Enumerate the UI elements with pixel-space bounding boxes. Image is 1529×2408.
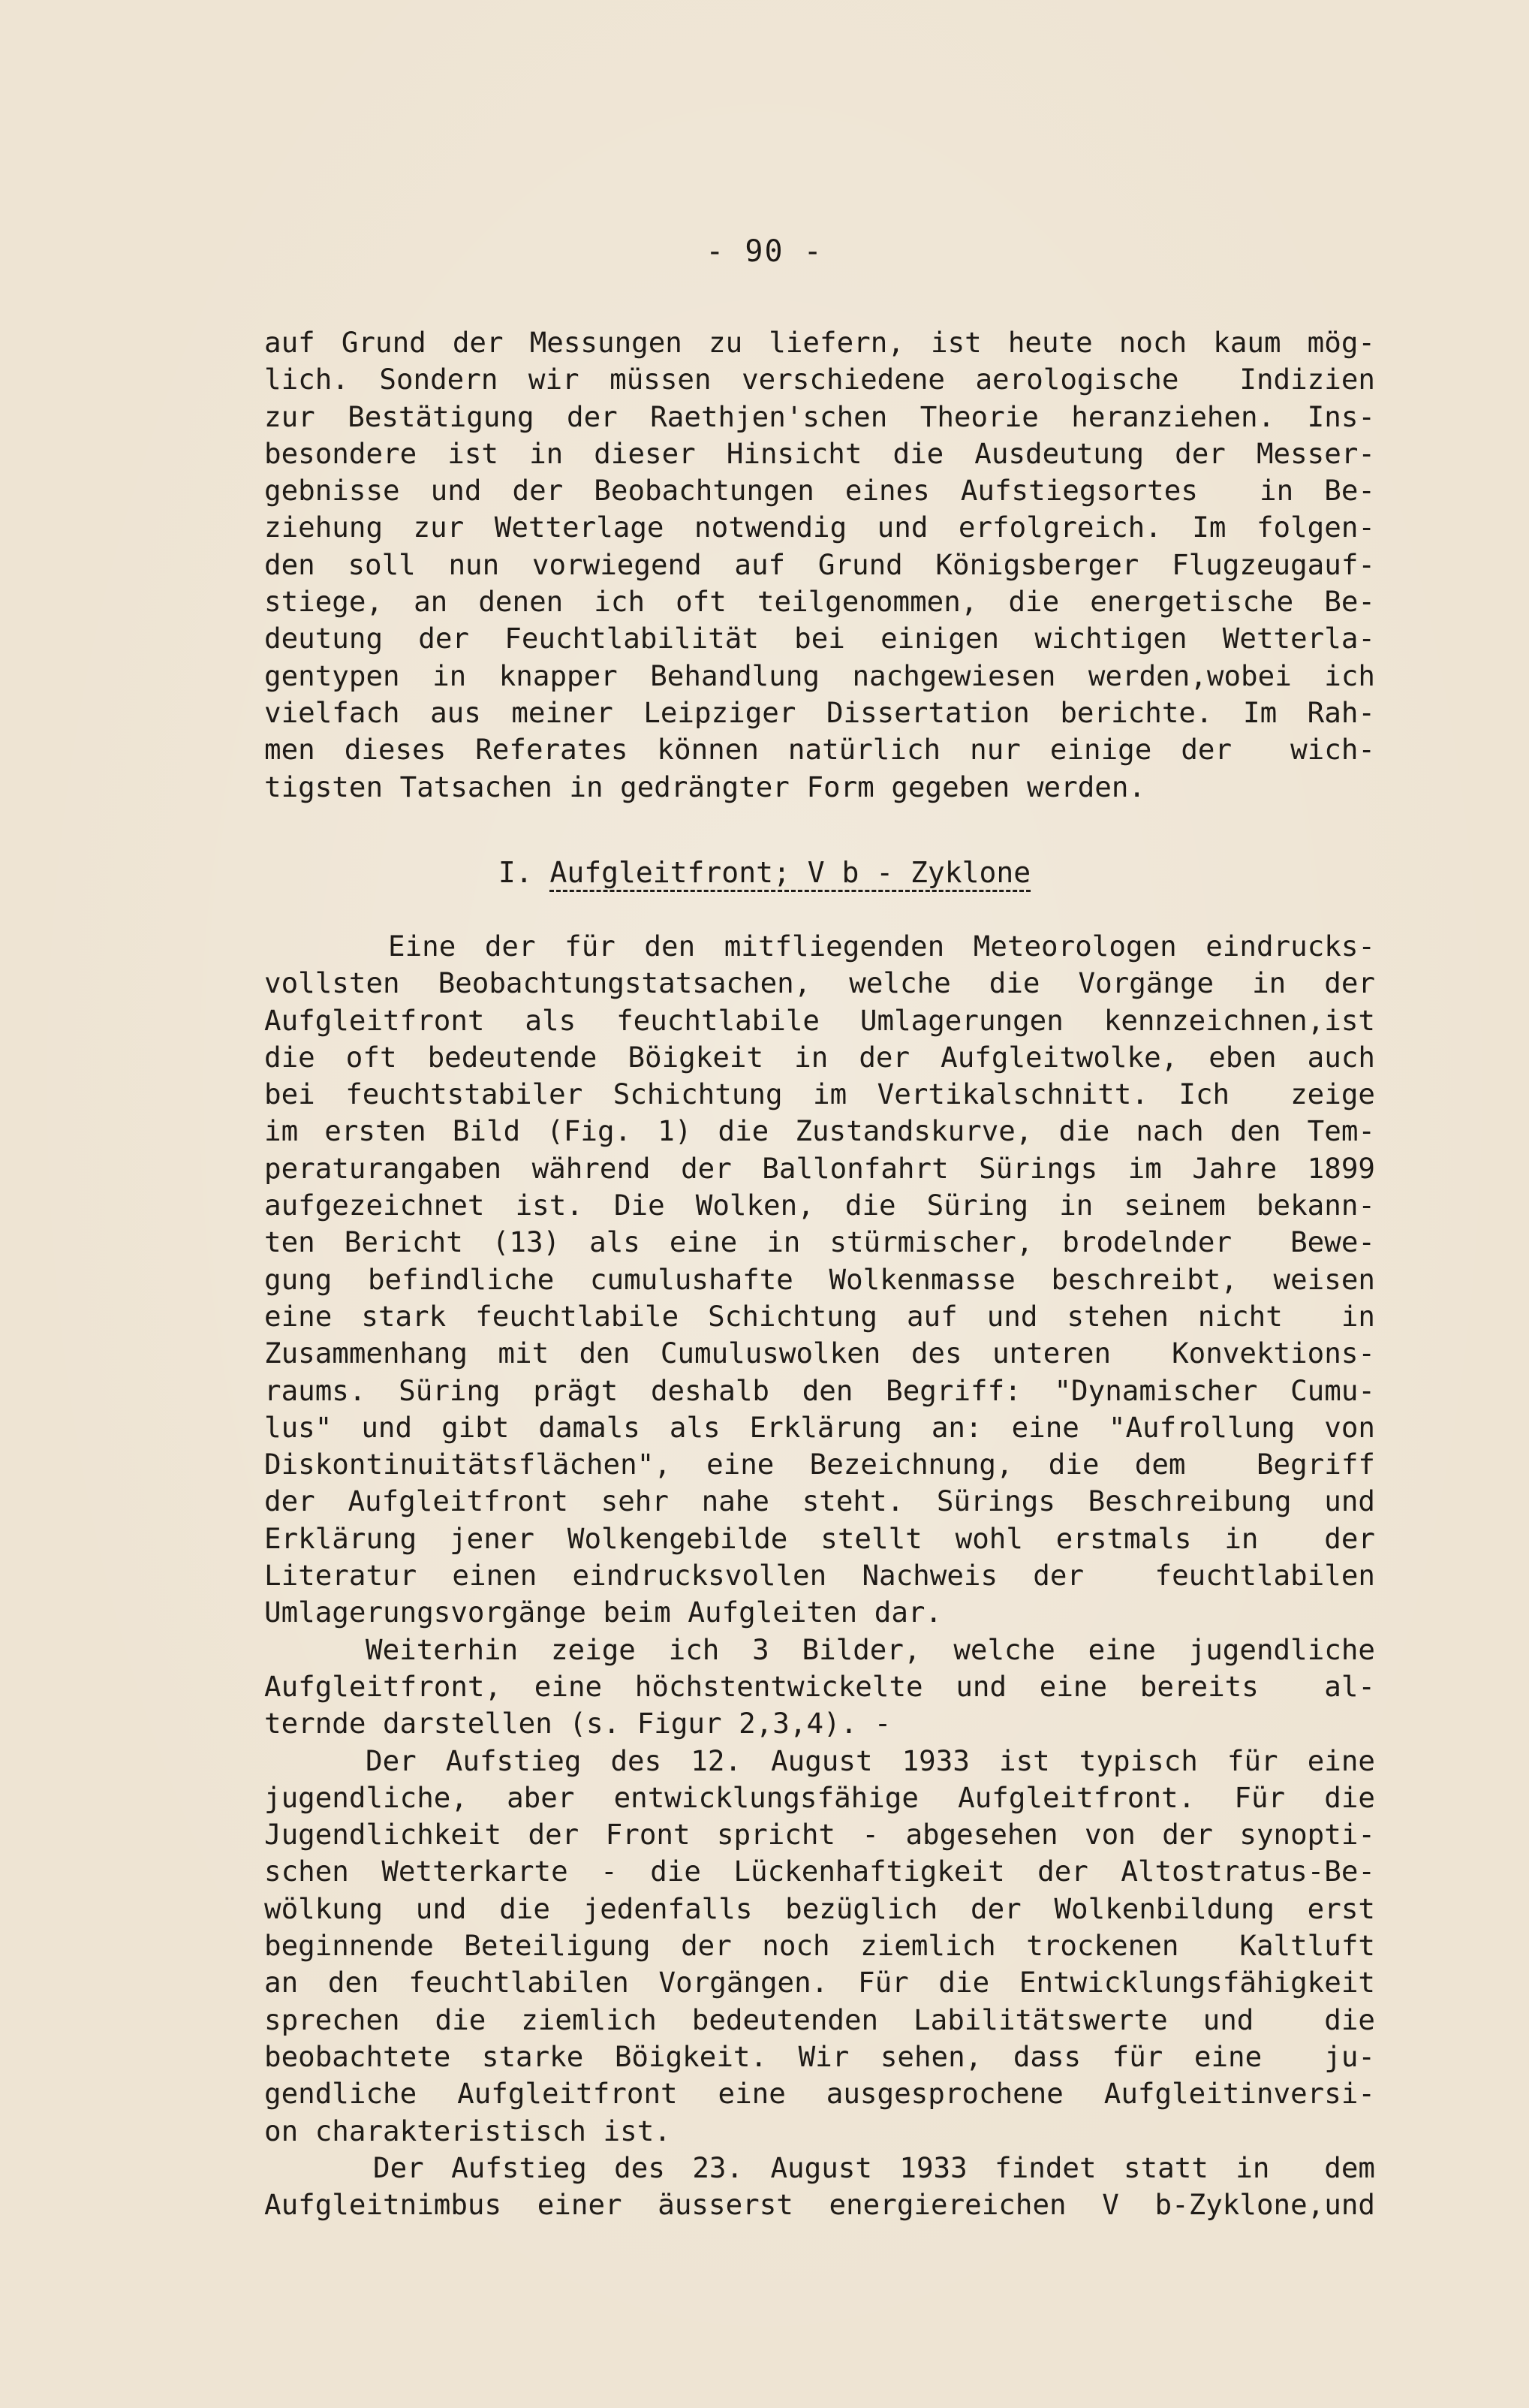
text-line: stiege, an denen ich oft teilgenommen, die energetische Be-: [264, 585, 1375, 619]
text-line: den soll nun vorwiegend auf Grund Königsberger Flugzeugauf-: [264, 547, 1375, 581]
text-line: ten Bericht (13) als eine in stürmischer, brodelnder Bewe-: [264, 1225, 1375, 1259]
text-line: Der Aufstieg des 23. August 1933 findet statt in dem: [373, 2150, 1375, 2184]
text-line: beginnende Beteiligung der noch ziemlich trockenen Kaltluft: [264, 1929, 1375, 1963]
text-line: Jugendlichkeit der Front spricht - abgesehen von der synopti-: [264, 1818, 1375, 1852]
text-line: im ersten Bild (Fig. 1) die Zustandskurve, die nach den Tem-: [264, 1114, 1375, 1148]
text-line: beobachtete starke Böigkeit. Wir sehen, dass für eine ju-: [264, 2039, 1375, 2073]
text-line: wölkung und die jedenfalls bezüglich der Wolkenbildung erst: [264, 1891, 1375, 1925]
section-heading: [0, 856, 1529, 889]
text-line: men dieses Referates können natürlich nur einige der wich-: [264, 733, 1375, 767]
text-line: schen Wetterkarte - die Lückenhaftigkeit der Altostratus-Be-: [264, 1855, 1375, 1888]
text-line: auf Grund der Messungen zu liefern, ist heute noch kaum mög-: [264, 326, 1375, 359]
text-line: Aufgleitfront, eine höchstentwickelte und eine bereits al-: [264, 1669, 1375, 1703]
text-line: bei feuchtstabiler Schichtung im Vertikalschnitt. Ich zeige: [264, 1077, 1375, 1111]
text-line: ziehung zur Wetterlage notwendig und erfolgreich. Im folgen-: [264, 511, 1375, 544]
text-line: Zusammenhang mit den Cumuluswolken des unteren Konvektions-: [264, 1337, 1375, 1370]
text-line: vollsten Beobachtungstatsachen, welche die Vorgänge in der: [264, 966, 1375, 1000]
text-line: Aufgleitfront als feuchtlabile Umlagerungen kennzeichnen,ist: [264, 1003, 1375, 1037]
text-line: eine stark feuchtlabile Schichtung auf und stehen nicht in: [264, 1299, 1375, 1333]
text-line: an den feuchtlabilen Vorgängen. Für die Entwicklungsfähigkeit: [264, 1966, 1375, 2000]
text-line: aufgezeichnet ist. Die Wolken, die Süring in seinem bekann-: [264, 1189, 1375, 1222]
text-line: zur Bestätigung der Raethjen'schen Theorie heranziehen. Ins-: [264, 399, 1375, 433]
text-line: gentypen in knapper Behandlung nachgewiesen werden,wobei ich: [264, 659, 1375, 692]
paragraph-intro: [264, 324, 1375, 806]
paragraph-1: [264, 928, 1375, 2223]
text-line: Diskontinuitätsflächen", eine Bezeichnung, die dem Begriff: [264, 1448, 1375, 1481]
text-line: der Aufgleitfront sehr nahe steht. Sürings Beschreibung und: [264, 1484, 1375, 1518]
text-line: lich. Sondern wir müssen verschiedene aerologische Indizien: [264, 363, 1375, 396]
text-line: peraturangaben während der Ballonfahrt Sürings im Jahre 1899: [264, 1151, 1375, 1185]
section-title: Aufgleitfront; V b - Zyklone: [549, 856, 1031, 889]
text-line: gebnisse und der Beobachtungen eines Aufstiegsortes in Be-: [264, 474, 1375, 508]
text-line: gendliche Aufgleitfront eine ausgesprochene Aufgleitinversi-: [264, 2077, 1375, 2111]
text-line: jugendliche, aber entwicklungsfähige Aufgleitfront. Für die: [264, 1780, 1375, 1814]
text-line: Erklärung jener Wolkengebilde stellt wohl erstmals in der: [264, 1521, 1375, 1555]
text-line: ternde darstellen (s. Figur 2,3,4). -: [264, 1707, 892, 1740]
text-line: tigsten Tatsachen in gedrängter Form gegeben werden.: [264, 770, 1145, 803]
text-line: die oft bedeutende Böigkeit in der Aufgleitwolke, eben auch: [264, 1040, 1375, 1074]
text-line: sprechen die ziemlich bedeutenden Labilitätswerte und die: [264, 2003, 1375, 2036]
text-line: raums. Süring prägt deshalb den Begriff: "Dynamischer Cumu-: [264, 1373, 1375, 1407]
text-line: Der Aufstieg des 12. August 1933 ist typisch für eine: [366, 1743, 1375, 1777]
page-number: - 90 -: [706, 234, 823, 269]
text-line: Weiterhin zeige ich 3 Bilder, welche eine jugendliche: [366, 1632, 1375, 1666]
text-line: lus" und gibt damals als Erklärung an: eine "Aufrollung von: [264, 1410, 1375, 1444]
text-line: Eine der für den mitfliegenden Meteorologen eindrucks-: [388, 930, 1375, 963]
text-line: Umlagerungsvorgänge beim Aufgleiten dar.: [264, 1596, 943, 1629]
text-line: Literatur einen eindrucksvollen Nachweis der feuchtlabilen: [264, 1559, 1375, 1593]
text-line: Aufgleitnimbus einer äusserst energiereichen V b-Zyklone,und: [264, 2188, 1375, 2222]
text-line: gung befindliche cumulushafte Wolkenmasse beschreibt, weisen: [264, 1262, 1375, 1296]
text-line: vielfach aus meiner Leipziger Dissertation berichte. Im Rah-: [264, 695, 1375, 729]
text-line: besondere ist in dieser Hinsicht die Ausdeutung der Messer-: [264, 436, 1375, 470]
text-line: on charakteristisch ist.: [264, 2114, 671, 2147]
section-number: I.: [498, 856, 533, 889]
text-line: deutung der Feuchtlabilität bei einigen wichtigen Wetterla-: [264, 622, 1375, 655]
